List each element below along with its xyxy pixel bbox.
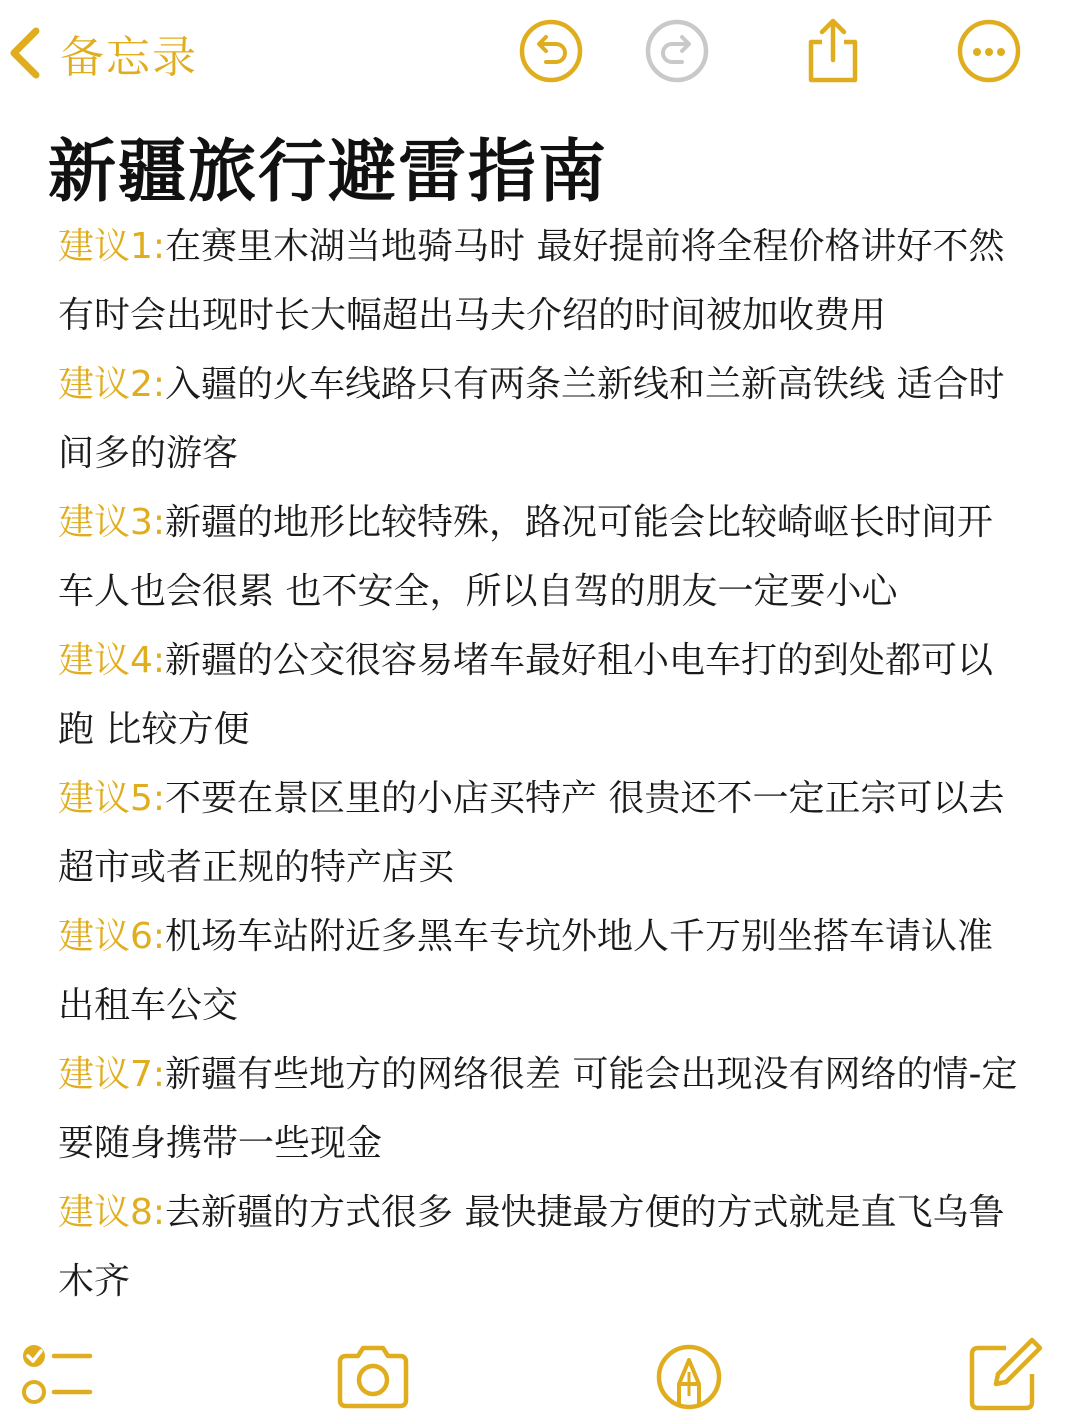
checklist-icon xyxy=(12,1332,98,1418)
tip-text: 在赛里木湖当地骑马时 最好提前将全程价格讲好不然有时会出现时长大幅超出马夫介绍的时间被加收费用 xyxy=(58,226,1005,336)
share-button[interactable] xyxy=(798,16,868,86)
note-body[interactable] xyxy=(58,212,1026,1316)
tip-label: 建议8: xyxy=(58,1192,166,1233)
navigation-bar xyxy=(0,0,1080,110)
redo-icon xyxy=(642,16,712,86)
tip-label: 建议1: xyxy=(58,226,166,267)
redo-button[interactable] xyxy=(642,16,712,86)
tip-label: 建议3: xyxy=(58,502,166,543)
undo-icon xyxy=(516,16,586,86)
more-button[interactable] xyxy=(954,16,1024,86)
tip-text: 新疆的地形比较特殊，路况可能会比较崎岖长时间开车人也会很累 也不安全，所以自驾的朋友一定要小心 xyxy=(58,502,994,612)
tip-label: 建议7: xyxy=(58,1054,166,1095)
markup-pen-icon xyxy=(646,1332,732,1418)
checklist-button[interactable] xyxy=(12,1332,98,1418)
back-button[interactable] xyxy=(4,18,198,88)
tip-8 xyxy=(58,1178,1026,1316)
compose-button[interactable] xyxy=(962,1332,1048,1418)
tip-text: 入疆的火车线路只有两条兰新线和兰新高铁线 适合时间多的游客 xyxy=(58,364,1005,474)
undo-button[interactable] xyxy=(516,16,586,86)
camera-icon xyxy=(330,1332,416,1418)
tip-6 xyxy=(58,902,1026,1040)
tip-text: 新疆的公交很容易堵车最好租小电车打的到处都可以跑 比较方便 xyxy=(58,640,994,750)
share-icon xyxy=(798,16,868,86)
note-title[interactable]: 新疆旅行避雷指南 xyxy=(48,133,609,212)
compose-icon xyxy=(962,1332,1048,1418)
camera-button[interactable] xyxy=(330,1332,416,1418)
markup-button[interactable] xyxy=(646,1332,732,1418)
more-icon xyxy=(954,16,1024,86)
tip-text: 去新疆的方式很多 最快捷最方便的方式就是直飞乌鲁木齐 xyxy=(58,1192,1005,1302)
tip-text: 机场车站附近多黑车专坑外地人千万别坐搭车请认准出租车公交 xyxy=(58,916,994,1026)
tip-1 xyxy=(58,212,1026,350)
bottom-toolbar xyxy=(0,1318,1080,1424)
tip-label: 建议5: xyxy=(58,778,166,819)
tip-label: 建议4: xyxy=(58,640,166,681)
tip-text: 新疆有些地方的网络很差 可能会出现没有网络的情-定要随身携带一些现金 xyxy=(58,1054,1018,1164)
tip-label: 建议2: xyxy=(58,364,166,405)
tip-5 xyxy=(58,764,1026,902)
tip-3 xyxy=(58,488,1026,626)
tip-label: 建议6: xyxy=(58,916,166,957)
chevron-left-icon xyxy=(4,23,44,83)
tip-7 xyxy=(58,1040,1026,1178)
tip-2 xyxy=(58,350,1026,488)
back-label: 备忘录 xyxy=(60,32,198,83)
tip-4 xyxy=(58,626,1026,764)
tip-text: 不要在景区里的小店买特产 很贵还不一定正宗可以去超市或者正规的特产店买 xyxy=(58,778,1005,888)
